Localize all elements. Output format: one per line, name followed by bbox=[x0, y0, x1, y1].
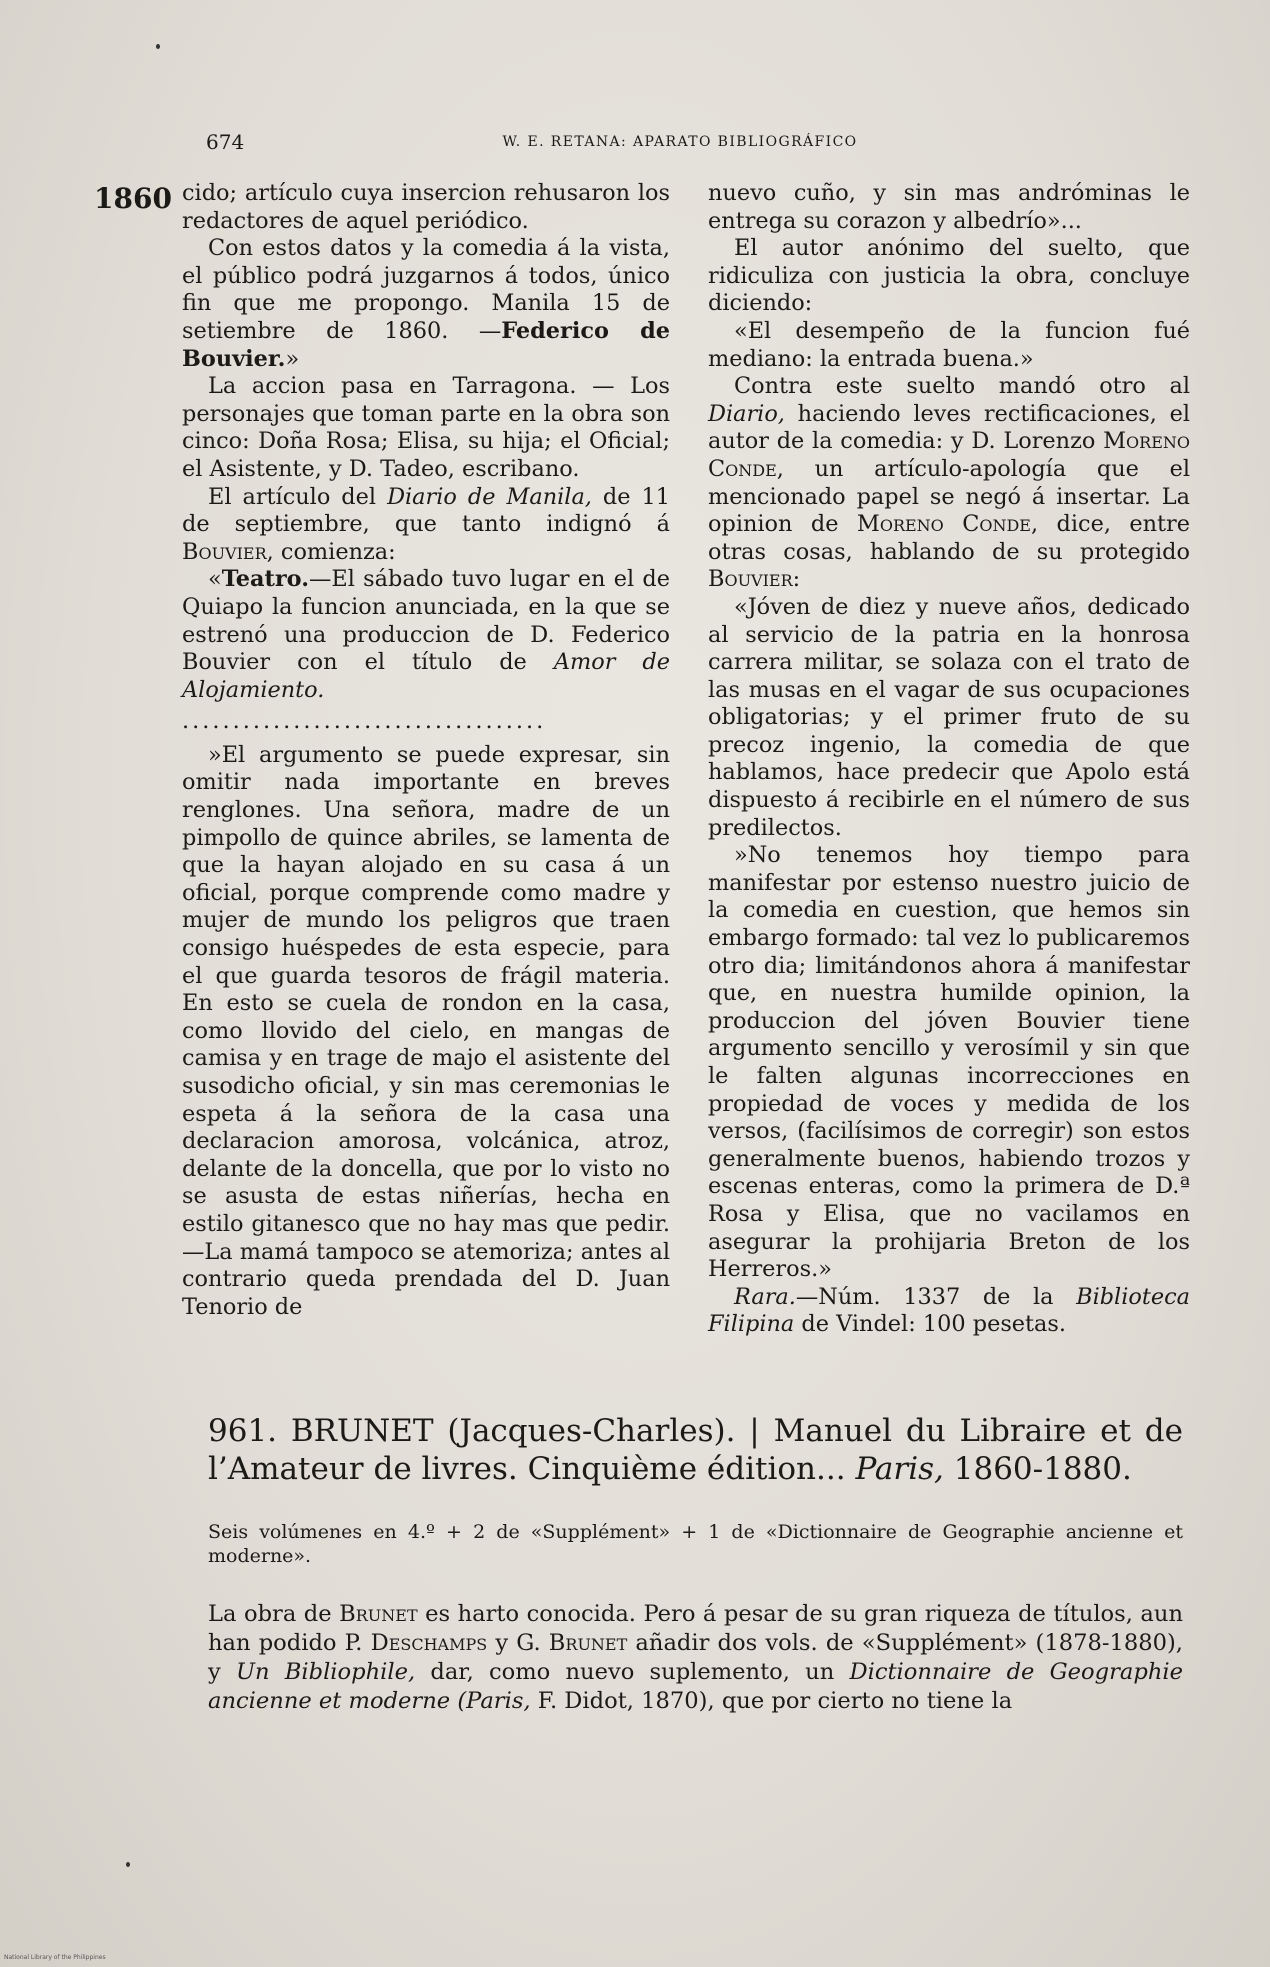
paragraph: nuevo cuño, y sin mas andróminas le entrega su corazon y albedrío»... bbox=[708, 180, 1190, 234]
paragraph: Con estos datos y la comedia á la vista, el público podrá juzgarnos á todos, único fin que me propongo. Manila 15 de setiembre de 1860. —Federico de Bouvier.» bbox=[182, 235, 670, 372]
paragraph: El artículo del Diario de Manila, de 11 de septiembre, que tanto indignó á Bouvier, comienza: bbox=[182, 483, 671, 565]
quoted-paragraph: »El argumento se puede expresar, sin omitir nada importante en breves renglones. Una señora, madre de un pimpollo de quince abriles, se lamenta de que la hayan alojado en su casa á un oficial, porque comprende como madre y mujer de mundo los peligros que traen consigo huéspedes de esta especie, para el que guarda tesoros de frágil materia. En esto se cuela de rondon en la casa, como llovido del cielo, en mangas de camisa y en trage de majo el asistente del susodicho oficial, y sin mas ceremonias le espeta á la señora de la casa una declaracion amorosa, volcánica, atroz, delante de la doncella, que por lo visto no se asusta de estas niñerías, hecha en estilo gitanesco que no hay mas que pedir. —La mamá tampoco se atemoriza; antes al contrario queda prendada del D. Juan Tenorio de bbox=[182, 741, 670, 1320]
paragraph: El autor anónimo del suelto, que ridiculiza con justicia la obra, concluye diciendo: bbox=[708, 235, 1190, 317]
entry-title: BRUNET (Jacques-Charles). | Manuel du Libraire et de l’Amateur de livres. Cinquième édition... bbox=[208, 1413, 1183, 1487]
running-head: W. E. RETANA: APARATO BIBLIOGRÁFICO bbox=[502, 134, 858, 150]
work-title: Amor de Alojamiento. bbox=[182, 649, 670, 703]
ink-speck bbox=[156, 44, 160, 49]
year-marker: 1860 bbox=[94, 182, 172, 215]
bibliographic-entry-heading: 961. BRUNET (Jacques-Charles). | Manuel du Libraire et de l’Amateur de livres. Cinquième édition... Paris, 1860-1880. bbox=[208, 1413, 1183, 1487]
rarity-note: Rara.—Núm. 1337 de la Biblioteca Filipina de Vindel: 100 pesetas. bbox=[708, 1283, 1190, 1338]
quoted-paragraph: «Teatro.—El sábado tuvo lugar en el de Quiapo la funcion anunciada, en la que se estrenó una produccion de D. Federico Bouvier con el título de Amor de Alojamiento. bbox=[182, 566, 670, 703]
paragraph: La accion pasa en Tarragona. — Los personajes que toman parte en la obra son cinco: Doña Rosa; Elisa, su hija; el Oficial; el Asistente, y D. Tadeo, escribano. bbox=[182, 373, 670, 482]
entry-number: 961. bbox=[208, 1413, 278, 1449]
page-number: 674 bbox=[206, 130, 245, 154]
left-column bbox=[182, 180, 670, 1321]
ellipsis-divider: .................................... bbox=[182, 708, 547, 735]
right-column bbox=[708, 180, 1190, 1339]
digitization-watermark: National Library of the Philippines bbox=[4, 1954, 106, 1961]
paragraph: Contra este suelto mandó otro al Diario, haciendo leves rectificaciones, el autor de la comedia: y D. Lorenzo Moreno Conde, un artículo-apología que el mencionado papel se negó á insertar. La opinion de Moreno Conde, dice, entre otras cosas, hablando de su protegido Bouvier: bbox=[708, 373, 1190, 593]
author-signature: Federico de Bouvier. bbox=[182, 317, 670, 372]
quoted-paragraph: »No tenemos hoy tiempo para manifestar por estenso nuestro juicio de la comedia en cuestion, que hemos sin embargo formado: tal vez lo publicaremos otro dia; limitándonos ahora á manifestar que, en nuestra humilde opinion, la produccion del jóven Bouvier tiene argumento sencillo y verosímil y sin que le falten algunas incorrecciones en propiedad de voces y medida de los versos, (facilísimos de corregir) son estos generalmente buenos, habiendo trozos y escenas enteras, como la primera de D.ª Rosa y Elisa, que no vacilamos en asegurar la prohijaria Breton de los Herreros.» bbox=[708, 842, 1190, 1283]
entry-commentary: La obra de Brunet es harto conocida. Pero á pesar de su gran riqueza de títulos, aun han podido P. Deschamps y G. Brunet añadir dos vols. de «Supplément» (1878-1880), y Un Bibliophile, dar, como nuevo suplemento, un Dictionnaire de Geographie ancienne et moderne (Paris, F. Didot, 1870), que por cierto no tiene la bbox=[208, 1601, 1183, 1714]
entry-description: Seis volúmenes en 4.º + 2 de «Supplément» + 1 de «Dictionnaire de Geographie ancienne et moderne». bbox=[208, 1521, 1183, 1567]
ink-speck bbox=[126, 1862, 130, 1867]
page-header bbox=[200, 130, 1160, 160]
periodical-title: Diario de Manila, bbox=[387, 483, 592, 510]
paragraph: cido; artículo cuya insercion rehusaron los redactores de aquel periódico. bbox=[182, 180, 670, 234]
quoted-paragraph: «Jóven de diez y nueve años, dedicado al servicio de la patria en la honrosa carrera militar, se solaza con el trato de las musas en el vagar de sus ocupaciones obligatorias; y el primer fruto de su precoz ingenio, la comedia de que hablamos, hace predecir que Apolo está dispuesto á recibirle en el número de sus predilectos. bbox=[708, 593, 1190, 841]
quoted-paragraph: «El desempeño de la funcion fué mediano: la entrada buena.» bbox=[708, 317, 1190, 372]
